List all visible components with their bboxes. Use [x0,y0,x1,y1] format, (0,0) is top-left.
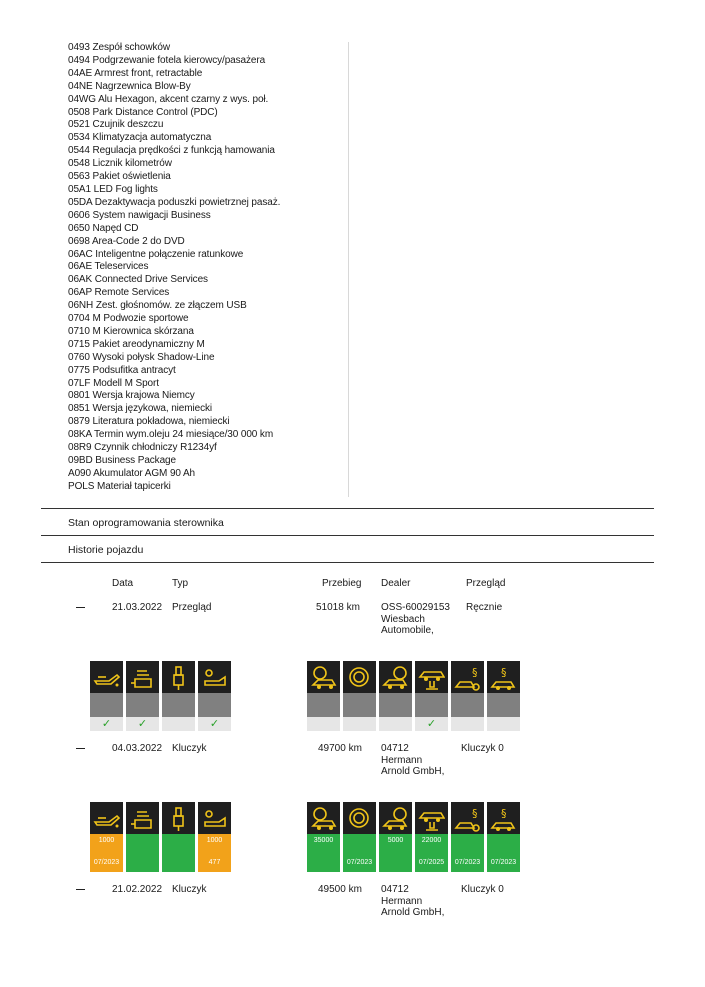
header-type: Typ [172,578,189,589]
section-history-title: Historie pojazdu [68,544,144,556]
service-tile[interactable] [451,661,484,731]
legal-inspection-icon [487,802,520,834]
brake-front-icon [307,802,340,834]
tile-status-bar [379,693,412,717]
option-item: 0801 Wersja krajowa Niemcy [68,390,195,402]
oil-service-icon [198,661,231,693]
section-software-title: Stan oprogramowania sterownika [68,517,224,529]
legal-inspection-icon [487,661,520,693]
svg-text:§: § [472,666,478,679]
inspection-icon [451,661,484,693]
option-item: 0563 Pakiet oświetlenia [68,171,171,183]
option-item: 04WG Alu Hexagon, akcent czarny z wys. poł. [68,93,269,105]
oil-can-icon [90,802,123,834]
option-item: 0851 Wersja językowa, niemiecki [68,403,212,415]
row-dealer: OSS-60029153 Wiesbach Automobile, [381,602,450,636]
vehicle-check-icon [415,802,448,834]
service-tile[interactable] [162,661,195,731]
tile-status-bar [487,834,520,872]
row-mileage: 49500 km [318,884,362,895]
option-item: 0879 Literatura pokładowa, niemiecki [68,416,230,428]
row-dealer: 04712 Hermann Arnold GmbH, [381,743,445,777]
oil-can-icon [90,661,123,693]
service-tile[interactable] [379,661,412,731]
tile-check [162,717,195,731]
tile-status-bar [487,693,520,717]
option-item: 07LF Modell M Sport [68,377,159,389]
row-mileage: 51018 km [316,602,360,613]
row-mileage: 49700 km [318,743,362,754]
tile-status-bar [198,834,231,872]
row-type: Kluczyk [172,743,207,754]
brake-fluid-icon [343,661,376,693]
tile-status-bar [162,834,195,872]
option-item: 0704 M Podwozie sportowe [68,313,189,325]
brake-rear-icon [379,661,412,693]
option-item: 06AC Inteligentne połączenie ratunkowe [68,248,244,260]
row-review: Kluczyk 0 [461,884,504,895]
option-item: 0760 Wysoki połysk Shadow-Line [68,351,215,363]
spark-plug-icon [162,802,195,834]
options-list [68,42,280,494]
service-tile[interactable] [162,802,195,872]
row-type: Przegląd [172,602,212,613]
option-item: 09BD Business Package [68,455,176,466]
tile-check: ✓ [415,717,448,731]
svg-text:§: § [501,807,507,820]
tile-status-bar [307,834,340,872]
option-item: 0606 System nawigacji Business [68,209,211,221]
oil-service-icon [198,802,231,834]
option-item: 0650 Napęd CD [68,222,139,234]
option-item: 0521 Czujnik deszczu [68,119,164,131]
tile-status-bar [307,693,340,717]
row-review: Kluczyk 0 [461,743,504,754]
row-date: 21.02.2022 [112,884,163,895]
tile-due-value: 477 [208,859,221,866]
service-tile[interactable] [415,802,448,872]
tile-check [343,717,376,731]
divider [41,562,654,563]
service-tile[interactable] [343,802,376,872]
tile-due-value: 07/2023 [454,859,481,866]
option-item: 06AK Connected Drive Services [68,274,208,286]
tile-status-bar [451,834,484,872]
tile-status-bar [343,693,376,717]
brake-rear-icon [379,802,412,834]
tile-check [451,717,484,731]
column-divider [348,42,349,497]
service-tile[interactable] [307,802,340,872]
brake-front-icon [307,661,340,693]
service-tile[interactable] [90,802,123,872]
option-item: A090 Akumulator AGM 90 Ah [68,467,196,479]
option-item: 0775 Podsufitka antracyt [68,364,176,376]
tile-status-bar [90,693,123,717]
section-history[interactable] [41,535,654,562]
service-tile[interactable] [343,661,376,731]
tile-status-bar [198,693,231,717]
service-tile[interactable] [307,661,340,731]
svg-text:§: § [472,807,478,820]
option-item: POLS Materiał tapicerki [68,480,171,492]
vehicle-check-icon [415,661,448,693]
tile-remaining-value: 35000 [313,837,334,844]
header-review: Przegląd [466,578,506,589]
tile-status-bar [379,834,412,872]
tile-remaining-value: 1000 [98,837,115,844]
option-item: 05DA Dezaktywacja poduszki powietrznej pasaż. [68,196,281,208]
collapse-toggle[interactable] [76,889,85,890]
inspection-icon [451,802,484,834]
tile-check [379,717,412,731]
option-item: 06NH Zest. głośnomów. ze złączem USB [68,300,247,312]
row-date: 04.03.2022 [112,743,163,754]
service-tile[interactable] [415,661,448,731]
tile-status-bar [343,834,376,872]
option-item: 06AE Teleservices [68,261,149,273]
service-tile[interactable] [198,661,231,731]
header-date: Data [112,578,134,589]
option-item: 0508 Park Distance Control (PDC) [68,106,218,118]
section-software[interactable] [41,508,654,535]
tile-remaining-value: 22000 [421,837,442,844]
service-tile[interactable] [451,802,484,872]
tile-check: ✓ [90,717,123,731]
option-item: 0710 M Kierownica skórzana [68,325,194,337]
service-tile[interactable] [198,802,231,872]
option-item: 06AP Remote Services [68,287,170,299]
collapse-toggle[interactable] [76,748,85,749]
tile-check: ✓ [126,717,159,731]
option-item: 0544 Regulacja prędkości z funkcją hamowania [68,145,275,157]
tile-status-bar [162,693,195,717]
service-tile[interactable] [126,802,159,872]
tile-due-value: 07/2023 [490,859,517,866]
tile-status-bar [415,834,448,872]
tile-remaining-value: 1000 [206,837,223,844]
option-item: 0548 Licznik kilometrów [68,158,172,170]
engine-filter-icon [126,661,159,693]
option-item: 0534 Klimatyzacja automatyczna [68,132,212,144]
brake-fluid-icon [343,802,376,834]
option-item: 0715 Pakiet areodynamiczny M [68,338,205,350]
tile-status-bar [126,834,159,872]
svg-text:§: § [501,666,507,679]
tile-status-bar [415,693,448,717]
header-mileage: Przebieg [322,578,362,589]
option-item: 05A1 LED Fog lights [68,183,158,195]
tile-due-value: 07/2023 [346,859,373,866]
tile-check: ✓ [198,717,231,731]
option-item: 0494 Podgrzewanie fotela kierowcy/pasażera [68,54,266,66]
spark-plug-icon [162,661,195,693]
engine-filter-icon [126,802,159,834]
service-tile[interactable] [487,802,520,872]
option-item: 08R9 Czynnik chłodniczy R1234yf [68,442,217,454]
row-date: 21.03.2022 [112,602,163,613]
tile-due-value: 07/2025 [418,859,445,866]
tile-check [487,717,520,731]
service-tile[interactable] [379,802,412,872]
service-tile[interactable] [90,661,123,731]
header-dealer: Dealer [381,578,411,589]
option-item: 04NE Nagrzewnica Blow-By [68,80,191,92]
option-item: 04AE Armrest front, retractable [68,67,203,79]
row-type: Kluczyk [172,884,207,895]
service-tile[interactable] [126,661,159,731]
service-tile[interactable] [487,661,520,731]
tile-due-value: 07/2023 [93,859,120,866]
tile-status-bar [90,834,123,872]
row-dealer: 04712 Hermann Arnold GmbH, [381,884,445,918]
collapse-toggle[interactable] [76,607,85,608]
row-review: Ręcznie [466,602,503,613]
tile-status-bar [451,693,484,717]
option-item: 08KA Termin wym.oleju 24 miesiące/30 000 km [68,429,274,441]
option-item: 0493 Zespół schowków [68,42,170,53]
option-item: 0698 Area-Code 2 do DVD [68,235,185,247]
tile-check [307,717,340,731]
tile-remaining-value: 5000 [387,837,404,844]
tile-status-bar [126,693,159,717]
